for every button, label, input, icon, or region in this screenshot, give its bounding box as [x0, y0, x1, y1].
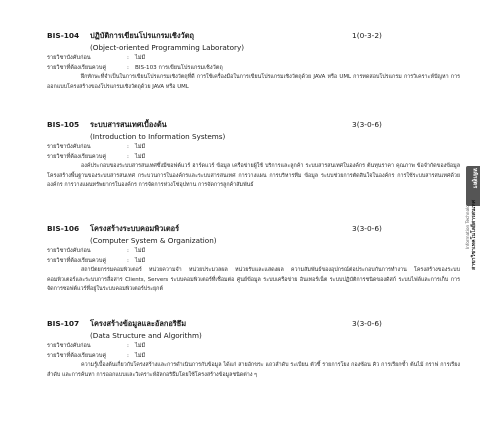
course-block-bis-107 [47, 317, 462, 380]
course-code: BIS-104 [47, 31, 80, 40]
prerequisite-label: รายวิชาบังคับก่อน [47, 248, 91, 254]
separator-colon: : [127, 65, 129, 71]
course-header [47, 317, 462, 330]
course-title-th: ระบบสารสนเทศเบื้องต้น [90, 120, 167, 129]
separator-colon: : [127, 343, 129, 349]
corequisite-row [47, 256, 462, 266]
prerequisite-value: ไม่มี [135, 248, 146, 254]
course-title-en: (Computer System & Organization) [90, 236, 217, 245]
course-header [47, 29, 462, 42]
course-credits: 3(3-0-6) [352, 120, 382, 129]
separator-colon: : [127, 154, 129, 160]
corequisite-value: BIS-103 การเขียนโปรแกรมเชิงวัตถุ [135, 65, 223, 71]
separator-colon: : [127, 353, 129, 359]
course-description: ฝึกทักษะที่จำเป็นในการเขียนโปรแกรมเชิงวัตถุที่ดี การใช้เครื่องมือในการเขียนโปรแกรมเชิงวัตถุด้วย JAVA หรือ UML การทดสอบโปรแกรม การวิเคราะห์ปัญหา การออกแบบโครงสร้างของโปรแกรมเชิงวัตถุด้วย JAVA หรือ UML [47, 74, 460, 90]
corequisite-row [47, 63, 462, 73]
separator-colon: : [127, 144, 129, 150]
course-title-en: (Object-oriented Programming Laboratory) [90, 43, 245, 52]
course-credits: 3(3-0-6) [352, 224, 382, 233]
prerequisite-label: รายวิชาบังคับก่อน [47, 343, 91, 349]
prerequisite-value: ไม่มี [135, 55, 146, 61]
course-code: BIS-105 [47, 120, 80, 129]
separator-colon: : [127, 55, 129, 61]
section-side-tab-label: หลักสูตร [471, 168, 478, 189]
section-side-caption-en: Information Technology [465, 200, 470, 250]
course-block-bis-104 [47, 29, 462, 92]
course-description: องค์ประกอบของระบบสารสนเทศซึ่งมีซอฟต์แวร์ ฮาร์ดแวร์ ข้อมูล เครือข่ายผู้ใช้ บริการและลูกค้า ระบบสารสนเทศในองค์กร ต้นทุนราคา คุณภาพ ข้อจำกัดของข้อมูล โครงสร้างพื้นฐานของระบบสารสนเทศ กระบวนการในองค์กรและระบบสารสนเทศ การวางแผน การบริหารทีม ข้อมูล ระบบช่วยการตัดสินใจในองค์กร การใช้ระบบสารสนเทศด้วยองค์กร การวางแผนทรัพยากรในองค์กร การจัดการห่วงโซ่อุปทาน การจัดการลูกค้าสัมพันธ์ [47, 163, 460, 189]
course-block-bis-105 [47, 118, 462, 191]
course-credits: 3(3-0-6) [352, 319, 382, 328]
course-code: BIS-107 [47, 319, 80, 328]
prerequisite-value: ไม่มี [135, 343, 146, 349]
corequisite-label: รายวิชาที่ต้องเรียนควบคู่ [47, 258, 107, 264]
prerequisite-row [47, 142, 462, 152]
prerequisite-value: ไม่มี [135, 144, 146, 150]
corequisite-label: รายวิชาที่ต้องเรียนควบคู่ [47, 65, 107, 71]
course-description: ความรู้เบื้องต้นเกี่ยวกับโครงสร้างและการดำเนินการกับข้อมูล ได้แก่ สายอักขระ แถวลำดับ ระเบียน ตัวชี้ รายการโยง กองซ้อน คิว การเรียกซ้ำ ต้นไม้ กราฟ การเรียงลำดับ และการค้นหา การออกแบบและวิเคราะห์อัลกอริธึมโดยใช้โครงสร้างข้อมูลชนิดต่าง ๆ [47, 362, 460, 378]
prerequisite-label: รายวิชาบังคับก่อน [47, 55, 91, 61]
prerequisite-row [47, 246, 462, 256]
course-title-en: (Data Structure and Algorithm) [90, 331, 202, 340]
prerequisite-row [47, 341, 462, 351]
section-side-caption-th: สาขาวิชาเทคโนโลยีสารสนเทศ [471, 200, 477, 270]
course-title-th: โครงสร้างระบบคอมพิวเตอร์ [90, 224, 180, 233]
course-block-bis-106 [47, 222, 462, 295]
prerequisite-label: รายวิชาบังคับก่อน [47, 144, 91, 150]
course-title-th: โครงสร้างข้อมูลและอัลกอริธึม [90, 319, 187, 328]
course-description: สถาปัตยกรรมคอมพิวเตอร์ หน่วยความจำ หน่วยประมวลผล หน่วยรับและแสดงผล ความสัมพันธ์ของอุปกรณ์ต่อประกอบกันการทำงาน โครงสร้างของระบบคอมพิวเตอร์และระบบการสื่อสาร Clients, Servers ระบบคอมพิวเตอร์ที่เชื่อมต่อ ศูนย์ข้อมูล ระบบเครือข่าย อินเทอร์เน็ต ระบบปฏิบัติการชนิดของดิสก์ ระบบไฟล์และการเก็บ การจัดการซอฟต์แวร์ที่อยู่ในระบบคอมพิวเตอร์ประยุกต์ [47, 267, 460, 293]
corequisite-label: รายวิชาที่ต้องเรียนควบคู่ [47, 353, 107, 359]
corequisite-value: ไม่มี [135, 353, 146, 359]
separator-colon: : [127, 248, 129, 254]
course-header [47, 222, 462, 235]
separator-colon: : [127, 258, 129, 264]
corequisite-value: ไม่มี [135, 258, 146, 264]
course-header [47, 118, 462, 131]
corequisite-value: ไม่มี [135, 154, 146, 160]
corequisite-label: รายวิชาที่ต้องเรียนควบคู่ [47, 154, 107, 160]
course-title-en: (Introduction to Information Systems) [90, 132, 226, 141]
corequisite-row [47, 152, 462, 162]
course-credits: 1(0-3-2) [352, 31, 382, 40]
prerequisite-row [47, 53, 462, 63]
corequisite-row [47, 351, 462, 361]
course-code: BIS-106 [47, 224, 80, 233]
course-title-th: ปฏิบัติการเขียนโปรแกรมเชิงวัตถุ [90, 31, 194, 40]
section-side-caption [465, 200, 480, 270]
